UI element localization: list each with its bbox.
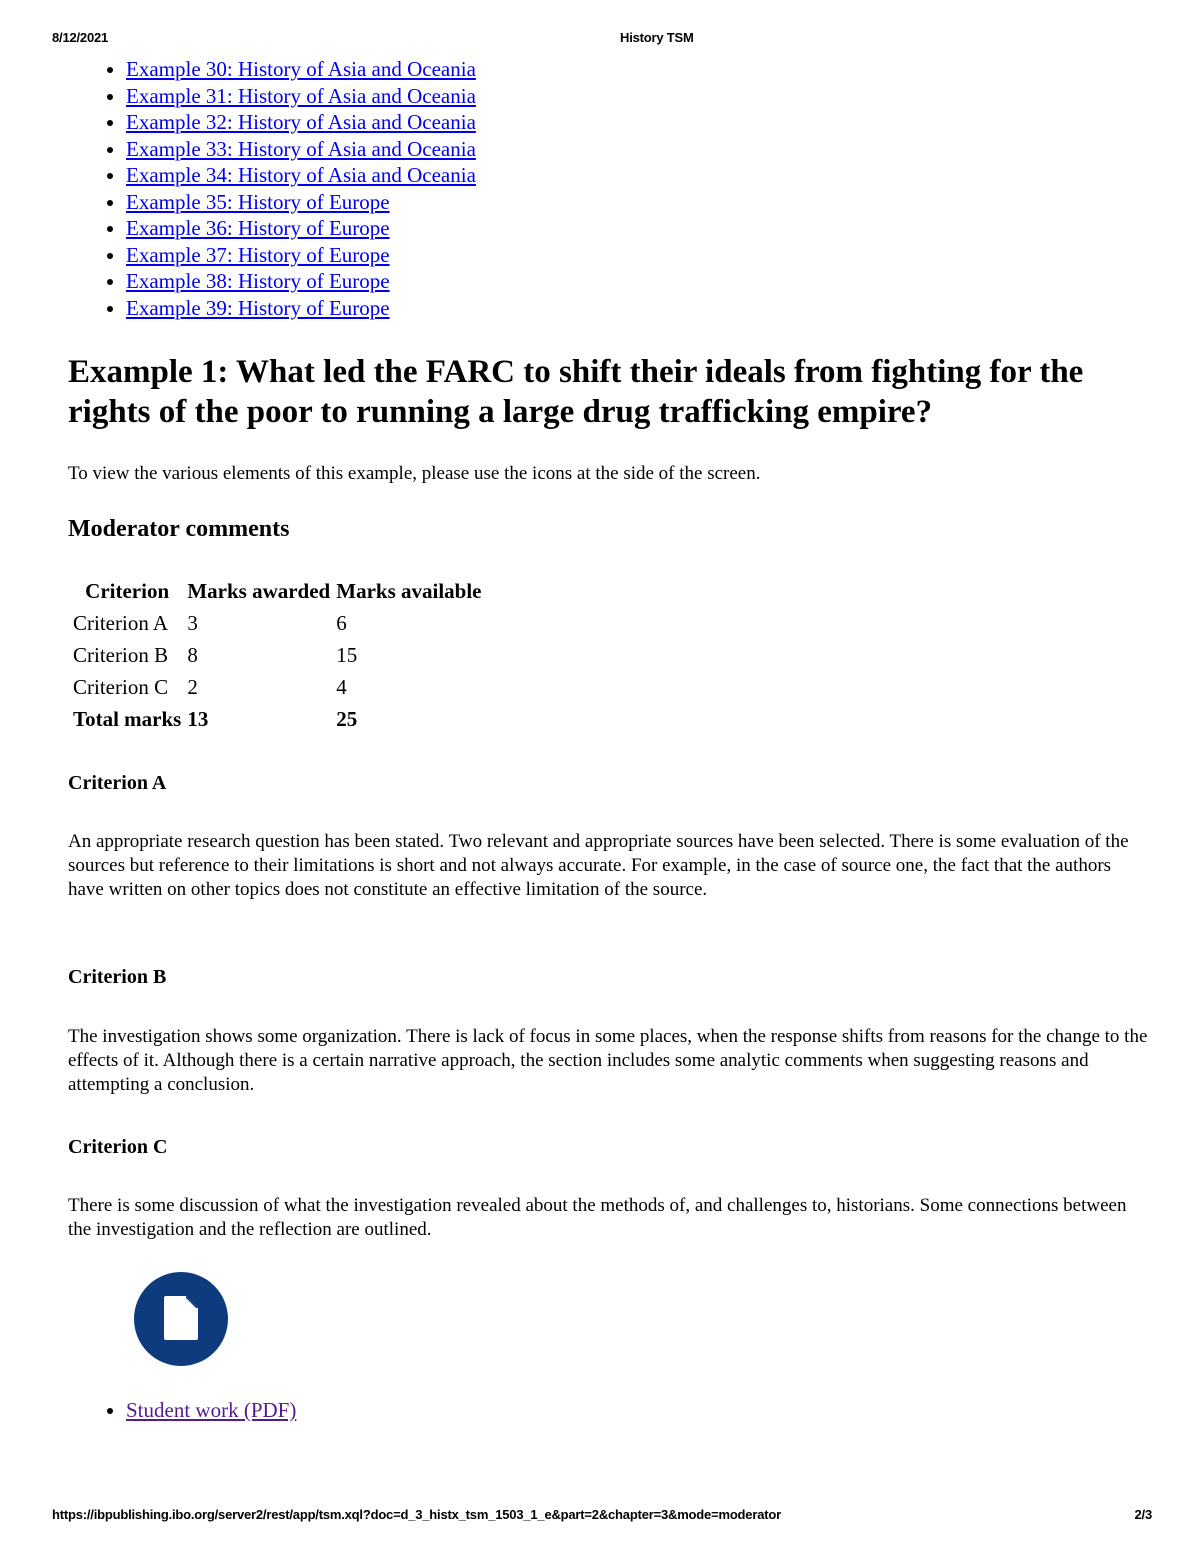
example-30-link[interactable]: Example 30: History of Asia and Oceania — [126, 57, 476, 81]
list-item — [126, 162, 476, 189]
table-row — [70, 607, 485, 639]
list-item — [126, 83, 476, 110]
list-item — [126, 56, 476, 83]
criterion-a-text: An appropriate research question has been stated. Two relevant and appropriate sources have been selected. There is some evaluation of the sources but reference to their limitations is short and not always accurate. For example, in the case of source one, the fact that the authors have written on other topics does not constitute an effective limitation of the source. — [68, 831, 1129, 900]
criterion-b-heading: Criterion B — [68, 966, 167, 988]
criterion-cell: Criterion A — [73, 611, 169, 635]
marks-table — [70, 575, 485, 735]
document-icon — [164, 1296, 198, 1340]
moderator-comments-heading: Moderator comments — [68, 516, 290, 542]
example-39-link[interactable]: Example 39: History of Europe — [126, 295, 390, 320]
table-row — [70, 639, 485, 671]
student-work-badge[interactable] — [134, 1272, 228, 1366]
student-work-pdf-link[interactable]: • Student work (PDF) — [126, 1398, 297, 1422]
list-item — [126, 136, 476, 163]
page-title: Example 1: What led the FARC to shift their ideals from fighting for the rights of the poor to running a large drug trafficking empire? — [68, 354, 1084, 430]
list-item — [126, 242, 476, 269]
table-row — [70, 671, 485, 703]
intro-text: To view the various elements of this example, please use the icons at the side of the screen. — [68, 463, 761, 484]
print-title: History TSM — [620, 30, 694, 45]
list-item — [126, 189, 476, 216]
criterion-c-heading: Criterion C — [68, 1136, 168, 1158]
list-item — [126, 215, 476, 242]
example-33-link[interactable]: Example 33: History of Asia and Oceania — [126, 136, 476, 161]
total-row — [70, 703, 485, 735]
table-header-row — [70, 575, 485, 607]
marks-available-cell: 6 — [336, 611, 347, 635]
list-item — [126, 109, 476, 136]
criterion-b-text: The investigation shows some organization. There is lack of focus in some places, when the response shifts from reasons for the change to the effects of it. Although there is a certain narrative approach, the section includes some analytic comments when suggesting reasons and attempting a conclusion. — [68, 1026, 1148, 1095]
criterion-c-text: There is some discussion of what the investigation revealed about the methods of, and challenges to, historians. Some connections between the investigation and the reflection are outlined. — [68, 1195, 1127, 1240]
criterion-a-heading: Criterion A — [68, 772, 167, 794]
print-url: https://ibpublishing.ibo.org/server2/rest/app/tsm.xql?doc=d_3_histx_tsm_1503_1_e&part=2&chapter=3&mode=moderator — [52, 1507, 781, 1522]
marks-available-cell: 25 — [336, 707, 358, 731]
marks-awarded-cell: 8 — [187, 643, 198, 667]
marks-available-cell: 15 — [336, 643, 358, 667]
example-38-link[interactable]: Example 38: History of Europe — [126, 269, 390, 293]
example-link-list — [68, 56, 476, 321]
resource-list — [68, 1272, 296, 1423]
column-header-criterion: Criterion — [85, 579, 170, 603]
marks-awarded-cell: 13 — [187, 707, 209, 731]
criterion-cell: Criterion B — [73, 643, 169, 667]
criterion-cell: Criterion C — [73, 675, 169, 699]
marks-awarded-cell: 2 — [187, 675, 198, 699]
marks-awarded-cell: 3 — [187, 611, 198, 635]
list-item — [126, 295, 476, 322]
list-item — [126, 268, 476, 295]
example-32-link[interactable]: Example 32: History of Asia and Oceania — [126, 110, 476, 134]
example-36-link[interactable]: Example 36: History of Europe — [126, 216, 390, 240]
criterion-cell: Total marks — [73, 707, 182, 731]
column-header-marks-available: Marks available — [336, 579, 482, 603]
example-37-link[interactable]: Example 37: History of Europe — [126, 242, 390, 267]
example-31-link[interactable]: Example 31: History of Asia and Oceania — [126, 83, 476, 108]
column-header-marks-awarded: Marks awarded — [187, 579, 331, 603]
list-item — [126, 1272, 296, 1423]
marks-available-cell: 4 — [336, 675, 347, 699]
example-35-link[interactable]: Example 35: History of Europe — [126, 189, 390, 214]
example-34-link[interactable]: Example 34: History of Asia and Oceania — [126, 163, 476, 187]
print-date: 8/12/2021 — [52, 30, 109, 45]
page-number: 2/3 — [1134, 1507, 1152, 1522]
